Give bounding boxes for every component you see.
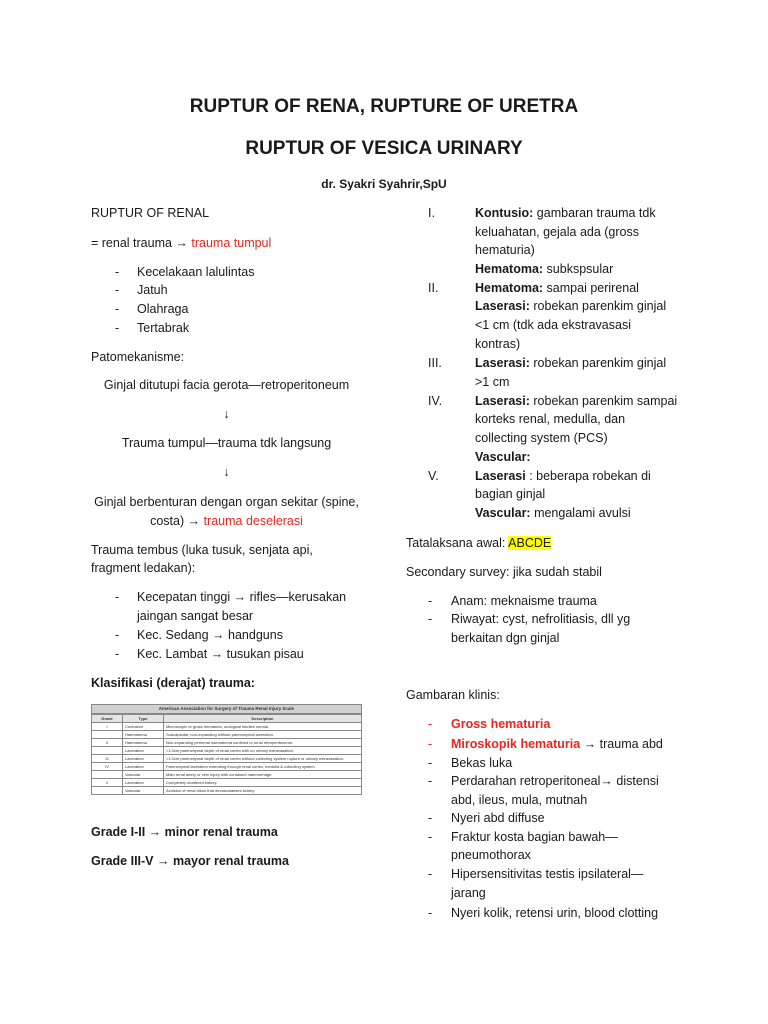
table-cell: <1.0cm parenchymal depth of renal cortex with no urinary extravasation. [164,747,362,755]
grade-number: V. [428,469,439,483]
grade-desc: robekan parenkim ginjal [529,356,667,370]
table-cell [92,747,123,755]
table-row [92,739,362,747]
flow-step-2: Trauma tumpul—trauma tdk langsung [121,436,332,450]
klasifikasi-heading: Klasifikasi (derajat) trauma: [91,676,255,690]
list-item: Fraktur kosta bagian bawah— [451,830,618,844]
flow-step-3b-red: trauma deselerasi [203,514,303,528]
dash-marker: - [428,737,433,751]
tatalaksana-label: Tatalaksana awal: [406,536,509,550]
arrow-down-icon: ↓ [223,465,230,479]
flow-step-3a: Ginjal berbenturan dengan organ sekitar (spine, [94,495,359,509]
renal-trauma-red: trauma tumpul [191,236,272,250]
grade-line [475,262,613,276]
klinis-suffix: → trauma abd [580,737,663,751]
list-item: Anam: meknaisme trauma [451,594,597,608]
grade-number: IV. [428,394,443,408]
grade-line [475,375,509,389]
grade-term: Laserasi: [475,356,530,370]
table-cell: Parenchymal laceration extending through renal cortex, medulla & collecting system. [164,763,362,771]
list-item: Perdarahan retroperitoneal→ distensi [451,774,659,788]
grade-line [475,506,631,520]
list-item: Riwayat: cyst, nefrolitiasis, dll yg [451,612,631,626]
table-cell: Laceration [123,763,164,771]
list-item: Kecelakaan lalulintas [137,265,255,279]
table-cell [92,731,123,739]
dash-marker: - [428,867,433,881]
table-cell: Subcapsular, non-expanding without parenchymal laceration. [164,731,362,739]
section-heading-renal: RUPTUR OF RENAL [91,206,210,220]
table-caption: American Association for Surgery of Trauma Renal Injury Scale [91,704,362,714]
table-row [92,771,362,779]
grade-desc: sampai perirenal [543,281,639,295]
table-cell: Laceration [123,779,164,787]
renal-trauma-prefix: = renal trauma → [91,236,192,250]
grade-desc: mengalami avulsi [530,506,631,520]
grade-mayor-line: Grade III-V → mayor renal trauma [91,854,289,868]
grade-desc: robekan parenkim ginjal [529,299,667,313]
table-cell: Microscopic or gross hematuria, urological studies normal. [164,723,362,731]
list-item-continued: abd, ileus, mula, mutnah [451,793,588,807]
grade-desc: korteks renal, medulla, dan [475,412,626,426]
grade-line [475,394,677,408]
grade-desc: keluahatan, gejala ada (gross [475,225,640,239]
list-item: Gross hematuria [451,717,551,731]
grade-term: Laserasi: [475,299,530,313]
list-item: Tertabrak [137,321,190,335]
grade-line [475,337,520,351]
list-item-continued: pneumothorax [451,848,531,862]
flow-step-3b-prefix: costa) → [150,514,204,528]
table-cell: IV [92,763,123,771]
dash-marker: - [428,594,433,608]
table-cell: II [92,739,123,747]
table-cell: Non-expanding perirenal haematoma confined to renal retroperitoneum. [164,739,362,747]
list-item-continued: jaingan sangat besar [137,609,254,623]
table-row [92,755,362,763]
list-item-continued: jarang [451,886,486,900]
table-cell: Haematoma [123,731,164,739]
grade-line [475,356,666,370]
table-cell: I [92,723,123,731]
title-line-2: RUPTUR OF VESICA URINARY [245,138,523,159]
grade-number: I. [428,206,435,220]
table-cell: Haematoma [123,739,164,747]
dash-marker: - [115,321,120,335]
list-item [451,737,663,751]
grade-desc: bagian ginjal [475,487,546,501]
grade-desc: subkspsular [543,262,614,276]
table-cell: Avulsion of renal hilum that devascularises kidney. [164,787,362,795]
grade-term: Hematoma: [475,281,544,295]
grade-line [475,412,625,426]
table-row [92,763,362,771]
dash-marker: - [115,283,120,297]
grade-line [475,225,639,239]
table-cell: Contusion [123,723,164,731]
grade-desc: robekan parenkim sampai [529,394,678,408]
tembus-line-2: fragment ledakan): [91,561,196,575]
list-item: Kec. Lambat → tusukan pisau [137,647,304,661]
author: dr. Syakri Syahrir,SpU [321,177,447,191]
table-cell [92,787,123,795]
title-line-1: RUPTUR OF RENA, RUPTURE OF URETRA [189,96,579,117]
grade-desc: hematuria) [475,243,535,257]
dash-marker: - [428,811,433,825]
tatalaksana-value: ABCDE [508,536,552,550]
grade-line [475,487,545,501]
table-cell: >1.0cm parenchymal depth of renal cortex without collecting system rupture or urinary extravasation. [164,755,362,763]
dash-marker: - [428,717,433,731]
table-cell: Vascular [123,771,164,779]
dash-marker: - [115,302,120,316]
grade-desc: kontras) [475,337,521,351]
aast-renal-injury-table [91,704,362,795]
grade-term: Kontusio: [475,206,534,220]
dash-marker: - [428,612,433,626]
table-header: Description [164,715,362,723]
klinis-red-term: Miroskopik hematuria [451,737,581,751]
grade-line [475,206,656,220]
table-header: Grade [92,715,123,723]
list-item: Kecepatan tinggi → rifles—kerusakan [137,590,347,604]
renal-trauma-line [91,236,271,250]
grade-desc: >1 cm [475,375,510,389]
list-item: Olahraga [137,302,189,316]
table-cell: Laceration [123,755,164,763]
grade-line [475,431,608,445]
grade-minor-line: Grade I-II → minor renal trauma [91,825,278,839]
dash-marker: - [428,756,433,770]
list-item-continued: berkaitan dgn ginjal [451,631,560,645]
table-row [92,723,362,731]
tembus-line-1: Trauma tembus (luka tusuk, senjata api, [91,543,313,557]
gambaran-klinis-heading: Gambaran klinis: [406,688,500,702]
list-item: Nyeri kolik, retensi urin, blood clotting [451,906,659,920]
table-row [92,787,362,795]
secondary-survey: Secondary survey: jika sudah stabil [406,565,602,579]
grade-desc: gambaran trauma tdk [533,206,656,220]
grade-line [475,281,639,295]
table-cell: V [92,779,123,787]
list-item: Bekas luka [451,756,513,770]
dash-marker: - [115,628,120,642]
dash-marker: - [115,647,120,661]
grade-term: Laserasi [475,469,526,483]
table-header: Type [123,715,164,723]
flow-step-3b [91,514,362,528]
grade-term: Laserasi: [475,394,530,408]
patomekanisme-label: Patomekanisme: [91,350,185,364]
table-cell: Laceration [123,747,164,755]
list-item: Kec. Sedang → handguns [137,628,283,642]
grade-desc: collecting system (PCS) [475,431,608,445]
table-cell: III [92,755,123,763]
list-item: Hipersensitivitas testis ipsilateral— [451,867,644,881]
grade-number: III. [428,356,442,370]
list-item: Jatuh [137,283,168,297]
grade-line [475,318,631,332]
grade-line [475,450,531,464]
grade-term: Hematoma: [475,262,544,276]
grade-desc: : beberapa robekan di [525,469,651,483]
table-header-row [92,715,362,723]
table-row [92,731,362,739]
arrow-down-icon: ↓ [223,407,230,421]
table-cell [92,771,123,779]
table-row [92,747,362,755]
table-cell: Main renal artery or vein injury with contained haemorrhage. [164,771,362,779]
list-item: Nyeri abd diffuse [451,811,545,825]
dash-marker: - [428,906,433,920]
grade-term: Vascular: [475,450,531,464]
tatalaksana-line [406,536,551,550]
table-row [92,779,362,787]
flow-step-1: Ginjal ditutupi facia gerota—retroperitoneum [103,378,350,392]
dash-marker: - [428,830,433,844]
table-cell: Vascular [123,787,164,795]
table-cell: Completely shattered kidney. [164,779,362,787]
grade-term: Vascular: [475,506,531,520]
grade-line [475,299,666,313]
dash-marker: - [115,265,120,279]
dash-marker: - [428,774,433,788]
dash-marker: - [115,590,120,604]
grade-line [475,243,535,257]
grade-desc: <1 cm (tdk ada ekstravasasi [475,318,631,332]
grade-number: II. [428,281,439,295]
grade-line [475,469,651,483]
